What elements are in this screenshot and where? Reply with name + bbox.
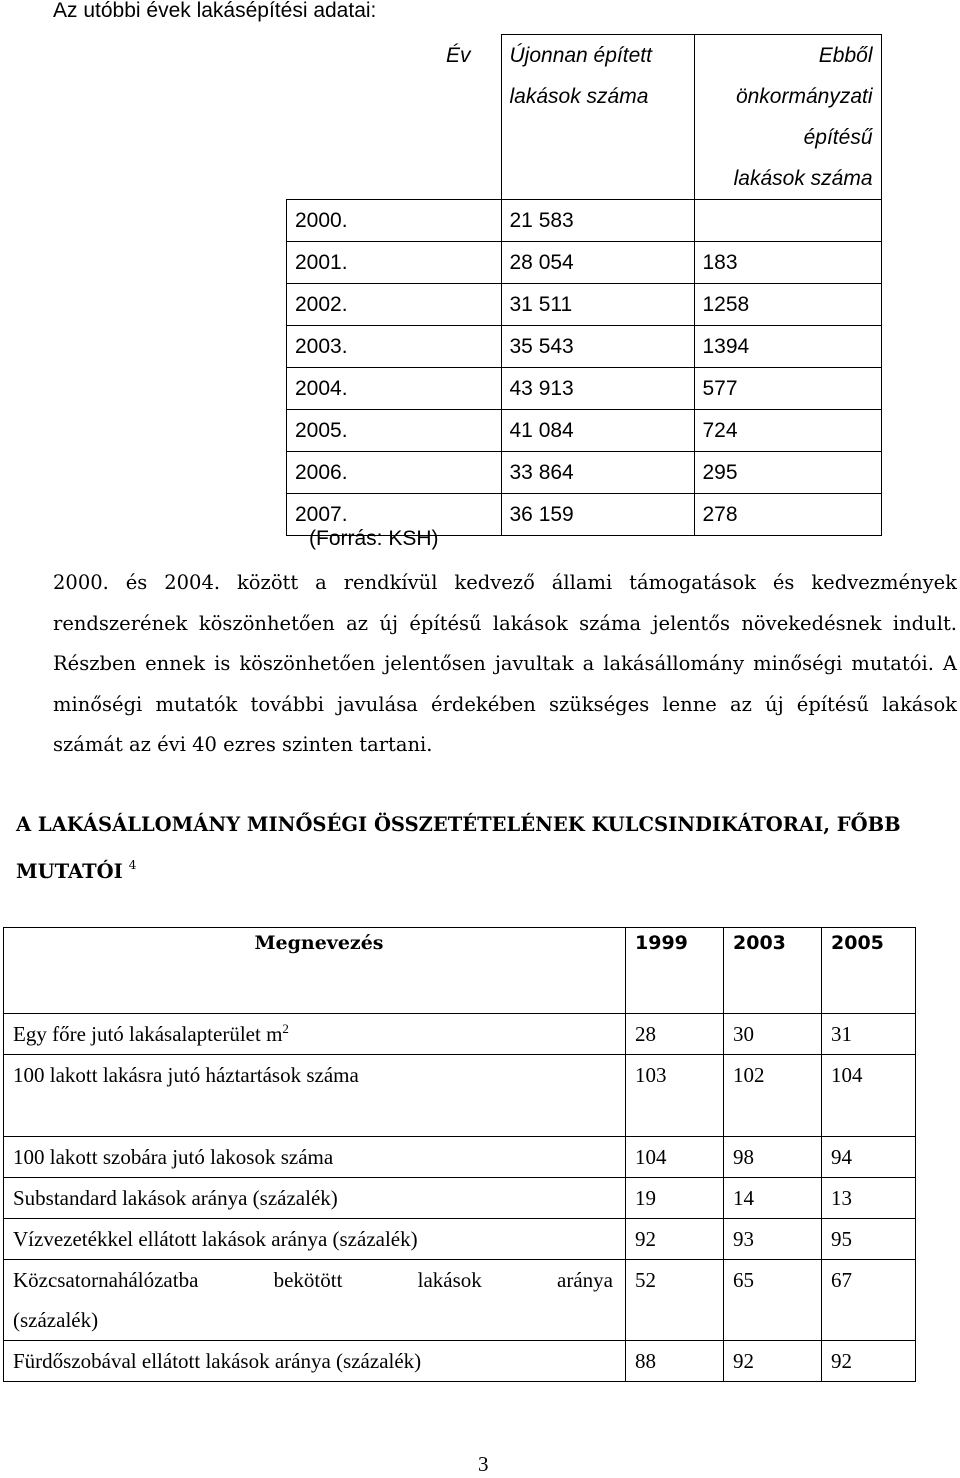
year-cell: 2005. bbox=[287, 410, 502, 452]
table-row bbox=[4, 1178, 916, 1219]
table-row bbox=[4, 1014, 916, 1055]
header-new-dwellings: Újonnan épített lakások száma bbox=[501, 35, 694, 200]
table-row bbox=[287, 200, 882, 242]
table-row bbox=[4, 1055, 916, 1137]
table-row bbox=[4, 1260, 916, 1341]
value-2005: 13 bbox=[822, 1178, 916, 1219]
year-cell: 2000. bbox=[287, 200, 502, 242]
value-2003: 102 bbox=[724, 1055, 822, 1137]
value-2003: 30 bbox=[724, 1014, 822, 1055]
table-row bbox=[4, 1341, 916, 1382]
value-2003: 92 bbox=[724, 1341, 822, 1382]
indicator-name: 100 lakott lakásra jutó háztartások száma bbox=[4, 1055, 626, 1137]
new-dwellings-cell: 21 583 bbox=[501, 200, 694, 242]
value-2003: 98 bbox=[724, 1137, 822, 1178]
year-cell: 2002. bbox=[287, 284, 502, 326]
table-row bbox=[287, 452, 882, 494]
table-row bbox=[4, 1219, 916, 1260]
value-1999: 92 bbox=[626, 1219, 724, 1260]
value-1999: 104 bbox=[626, 1137, 724, 1178]
value-2005: 92 bbox=[822, 1341, 916, 1382]
value-1999: 88 bbox=[626, 1341, 724, 1382]
table-row bbox=[287, 242, 882, 284]
value-2003: 93 bbox=[724, 1219, 822, 1260]
table-row bbox=[287, 326, 882, 368]
municipal-cell: 724 bbox=[694, 410, 881, 452]
municipal-cell: 295 bbox=[694, 452, 881, 494]
table-row bbox=[287, 368, 882, 410]
indicator-name-line-2: (százalék) bbox=[13, 1308, 99, 1332]
municipal-cell bbox=[694, 200, 881, 242]
header-1999: 1999 bbox=[626, 928, 724, 1014]
intro-text: Az utóbbi évek lakásépítési adatai: bbox=[53, 0, 377, 22]
header-municipal-dwellings: Ebből önkormányzati építésű lakások száma bbox=[694, 35, 881, 200]
indicator-name: 100 lakott szobára jutó lakosok száma bbox=[4, 1137, 626, 1178]
year-cell: 2004. bbox=[287, 368, 502, 410]
header-2005: 2005 bbox=[822, 928, 916, 1014]
value-1999: 19 bbox=[626, 1178, 724, 1219]
housing-table-header-row bbox=[287, 35, 882, 200]
indicator-name: Substandard lakások aránya (százalék) bbox=[4, 1178, 626, 1219]
indicator-name: Egy főre jutó lakásalapterület $m^2$ bbox=[4, 1014, 626, 1055]
municipal-cell: 1258 bbox=[694, 284, 881, 326]
section-heading-text: A LAKÁSÁLLOMÁNY MINŐSÉGI ÖSSZETÉTELÉNEK KULCSINDIKÁTORAI, FŐBB MUTATÓI bbox=[16, 813, 901, 883]
indicators-table bbox=[3, 927, 916, 1382]
value-2005: 104 bbox=[822, 1055, 916, 1137]
year-cell: 2003. bbox=[287, 326, 502, 368]
indicator-name: Vízvezetékkel ellátott lakások aránya (százalék) bbox=[4, 1219, 626, 1260]
municipal-cell: 1394 bbox=[694, 326, 881, 368]
new-dwellings-cell: 33 864 bbox=[501, 452, 694, 494]
year-cell: 2007. bbox=[287, 494, 502, 536]
value-1999: 52 bbox=[626, 1260, 724, 1341]
indicator-name bbox=[4, 1260, 626, 1341]
header-2003: 2003 bbox=[724, 928, 822, 1014]
indicators-header-row bbox=[4, 928, 916, 1014]
new-dwellings-cell: 36 159 bbox=[501, 494, 694, 536]
value-2003: 14 bbox=[724, 1178, 822, 1219]
indicator-name-line-1: Közcsatornahálózatba bekötött lakások aránya bbox=[13, 1268, 613, 1292]
table-row bbox=[4, 1137, 916, 1178]
municipal-cell: 278 bbox=[694, 494, 881, 536]
housing-table bbox=[286, 34, 882, 536]
new-dwellings-cell: 41 084 bbox=[501, 410, 694, 452]
value-1999: 103 bbox=[626, 1055, 724, 1137]
value-2005: 94 bbox=[822, 1137, 916, 1178]
section-heading bbox=[16, 804, 916, 892]
municipal-cell: 183 bbox=[694, 242, 881, 284]
header-year: Év bbox=[445, 43, 471, 67]
value-2003: 65 bbox=[724, 1260, 822, 1341]
footnote-marker: 4 bbox=[128, 858, 137, 872]
table-row bbox=[287, 284, 882, 326]
new-dwellings-cell: 28 054 bbox=[501, 242, 694, 284]
value-2005: 67 bbox=[822, 1260, 916, 1341]
value-2005: 95 bbox=[822, 1219, 916, 1260]
superscript: 2 bbox=[282, 1021, 289, 1036]
source-note: (Forrás: KSH) bbox=[309, 527, 439, 550]
table-row bbox=[287, 410, 882, 452]
header-name: Megnevezés bbox=[4, 928, 626, 1014]
new-dwellings-cell: 31 511 bbox=[501, 284, 694, 326]
page-number: 3 bbox=[478, 1452, 489, 1476]
indicator-name: Fürdőszobával ellátott lakások aránya (százalék) bbox=[4, 1341, 626, 1382]
value-2005: 31 bbox=[822, 1014, 916, 1055]
municipal-cell: 577 bbox=[694, 368, 881, 410]
new-dwellings-cell: 35 543 bbox=[501, 326, 694, 368]
new-dwellings-cell: 43 913 bbox=[501, 368, 694, 410]
body-paragraph: 2000. és 2004. között a rendkívül kedvező állami támogatások és kedvezmények rendszerének köszönhetően az új építésű lakások száma jelentős növekedésnek indult. Részben ennek is köszönhetően jelentősen javultak a lakásállomány minőségi mutatói. A minőségi mutatók további javulása érdekében szükséges lenne az új építésű lakások számát az évi 40 ezres szinten tartani. bbox=[53, 571, 957, 757]
year-cell: 2006. bbox=[287, 452, 502, 494]
year-cell: 2001. bbox=[287, 242, 502, 284]
value-1999: 28 bbox=[626, 1014, 724, 1055]
